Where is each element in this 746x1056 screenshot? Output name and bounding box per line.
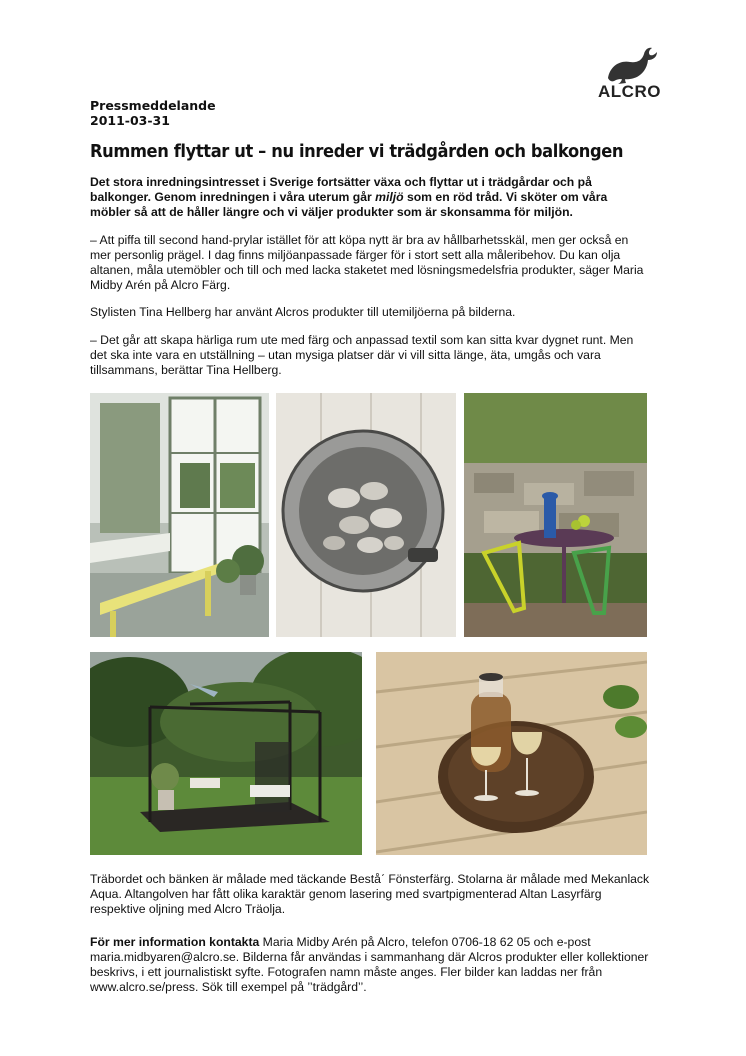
- photo-carafe-tray: [376, 652, 647, 855]
- photo-caption: Träbordet och bänken är målade med täckande Beståˊ Fönsterfärg. Stolarna är målade med Mekanlack Aqua. Altangolven har fått olika karaktär genom lasering med svartpigmenterad Altan Lasyrfärg respektive oljning med Alcro Träolja.: [90, 872, 650, 916]
- document-date: 2011-03-31: [90, 113, 170, 128]
- body-paragraph-2: Stylisten Tina Hellberg har använt Alcros produkter till utemiljöerna på bilderna.: [90, 305, 516, 319]
- photo-greenhouse-bench: [90, 393, 269, 637]
- lead-emphasis: miljö: [375, 190, 404, 204]
- lead-text-end: som en röd tråd. Vi sköter om våra möbler så att de håller längre och vi väljer produkter som är skonsamma för miljön.: [90, 190, 608, 219]
- photo-bistro-stone-wall: [464, 393, 647, 637]
- headline: Rummen flyttar ut – nu inreder vi trädgården och balkongen: [90, 142, 624, 162]
- photo-garden-pergola: [90, 652, 362, 855]
- lead-text-start: Det stora inredningsintresset i Sverige fortsätter växa och flyttar ut i trädgårdar och på balkonger. Genom inredningen i våra uterum går: [90, 175, 592, 204]
- lead-paragraph: [90, 175, 650, 220]
- body-paragraph-3: – Det går att skapa härliga rum ute med färg och anpassad textil som kan sitta kvar dygnet runt. Men det ska inte vara en utställning – utan mysiga platser där vi vill sitta länge, äta, umgås och vara tillsammans, berättar Tina Hellberg.: [90, 333, 634, 377]
- body-paragraph-1: – Att piffa till second hand-prylar istället för att köpa nytt är bra av hållbarhetsskäl, men ger också en mer personlig prägel. I dag finns miljöanpassade färger för i stort sett alla måleribehov. Du kan olja altanen, måla utemöbler och till och med lacka staketet med lösningsmedelsfria produkter, säger Maria Midby Arén på Alcro Färg.: [90, 233, 644, 292]
- contact-text: Maria Midby Arén på Alcro, telefon 0706-18 62 05 och e-post maria.midbyaren@alcro.se. Bilderna får användas i sammanhang där Alcros produkter eller kollektioner beskrivs, i ett journalistiskt syfte. Fotografen namn måste anges. Fler bilder kan laddas ner från www.alcro.se/press. Sök till exempel på ’’trädgård’’.: [90, 935, 649, 994]
- document-type-label: Pressmeddelande: [90, 98, 216, 113]
- brand-logo-text: ALCRO: [598, 82, 661, 101]
- photo-oyster-basket: [276, 393, 456, 637]
- contact-label: För mer information kontakta: [90, 935, 260, 949]
- contact-information: [90, 935, 650, 995]
